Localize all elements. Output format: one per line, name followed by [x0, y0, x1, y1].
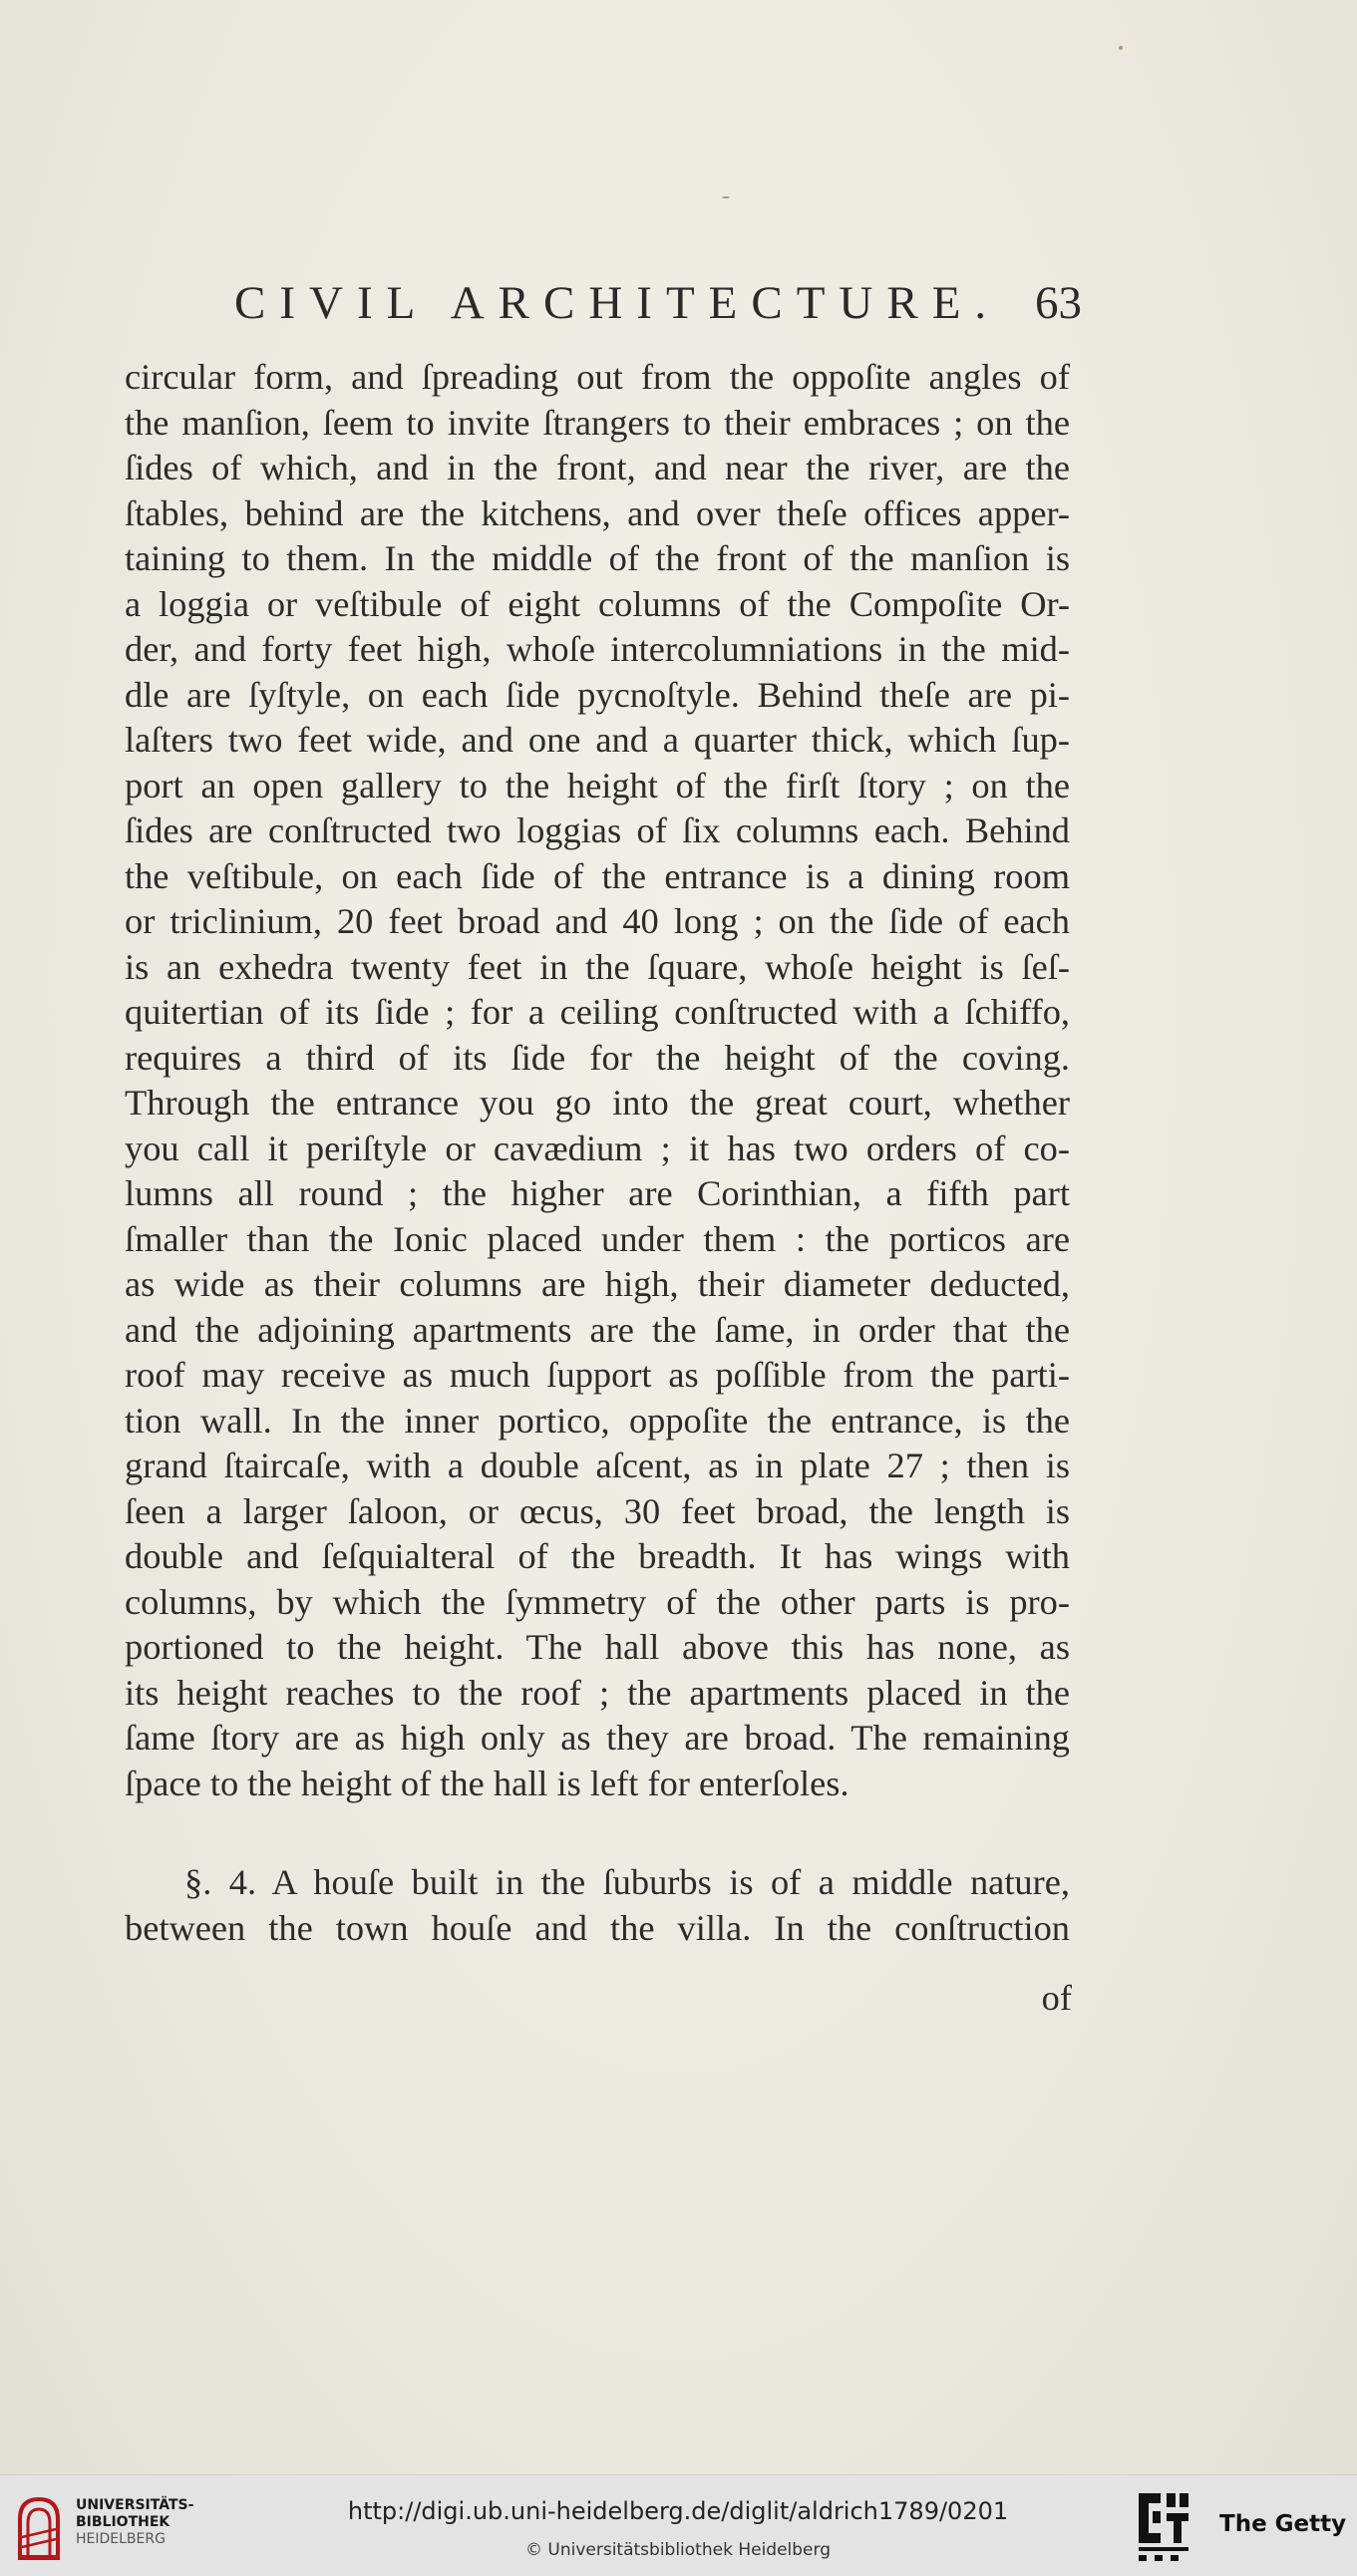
paper-speck: [722, 196, 730, 198]
text-line: taining to them. In the middle of the front of the manſion is: [125, 538, 1070, 578]
text-line: quitertian of its ſide ; for a ceiling conſtructed with a ſchiffo,: [125, 992, 1070, 1032]
text-line: a loggia or veſtibule of eight columns of the Compoſite Or-: [125, 583, 1070, 624]
copyright-notice: © Universitätsbibliothek Heidelberg: [524, 2540, 831, 2560]
text-line: lumns all round ; the higher are Corinthian, a fifth part: [125, 1173, 1070, 1213]
text-line: requires a third of its ſide for the height of the coving.: [125, 1037, 1070, 1078]
text-line: you call it periſtyle or cavædium ; it has two orders of co-: [125, 1127, 1070, 1168]
text-line: columns, by which the ſymmetry of the other parts is pro-: [125, 1581, 1070, 1622]
text-line: or triclinium, 20 feet broad and 40 long ; on the ſide of each: [125, 901, 1070, 941]
running-head: [234, 271, 1082, 335]
text-line: between the town houſe and the villa. In the conſtruction: [125, 1907, 1070, 1948]
text-line: circular form, and ſpreading out from the oppoſite angles of: [125, 357, 1070, 397]
permalink-url[interactable]: http://digi.ub.uni-heidelberg.de/diglit/aldrich1789/0201: [347, 2497, 1009, 2525]
viewer-footer: [0, 2474, 1357, 2576]
text-line: grand ſtaircaſe, with a double aſcent, as in plate 27 ; then is: [125, 1446, 1070, 1485]
getty-logo-icon: [1135, 2489, 1190, 2563]
text-line: dle are ſyſtyle, on each ſide pycnoſtyle. Behind theſe are pi-: [125, 674, 1070, 715]
text-line: is an exhedra twenty feet in the ſquare, whoſe height is ſeſ-: [125, 946, 1070, 987]
text-line: ſame ſtory are as high only as they are broad. The remaining: [125, 1718, 1070, 1758]
library-name-line3: HEIDELBERG: [76, 2531, 166, 2547]
text-line: the veſtibule, on each ſide of the entrance is a dining room: [125, 855, 1070, 896]
text-line: ſtables, behind are the kitchens, and over theſe offices apper-: [125, 492, 1070, 533]
text-line: ſeen a larger ſaloon, or œcus, 30 feet broad, the length is: [125, 1490, 1070, 1531]
body-text: [125, 355, 1070, 1951]
paragraph-gap: [125, 1806, 1070, 1860]
paper-speck: [1119, 46, 1123, 50]
text-line: port an open gallery to the height of the firſt ſtory ; on the: [125, 765, 1070, 805]
heidelberg-library-logo-icon: [16, 2489, 62, 2563]
text-line: portioned to the height. The hall above this has none, as: [125, 1627, 1070, 1667]
text-line: ſides are conſtructed two loggias of ſix columns each. Behind: [125, 810, 1070, 850]
text-line: §. 4. A houſe built in the ſuburbs is of a middle nature,: [184, 1862, 1070, 1902]
text-line: and the adjoining apartments are the ſame, in order that the: [125, 1309, 1070, 1350]
catchword: of: [1041, 1978, 1072, 2018]
text-line: as wide as their columns are high, their diameter deducted,: [125, 1264, 1070, 1304]
text-line: double and ſeſquialteral of the breadth. It has wings with: [125, 1536, 1070, 1576]
text-line: ſides of which, and in the front, and near the river, are the: [125, 448, 1070, 487]
text-line: Through the entrance you go into the great court, whether: [125, 1083, 1070, 1123]
library-name-line2: BIBLIOTHEK: [76, 2514, 170, 2530]
text-line: tion wall. In the inner portico, oppoſite the entrance, is the: [125, 1400, 1070, 1441]
library-name: [76, 2497, 193, 2548]
page-number: 63: [1035, 277, 1082, 329]
library-name-line1: UNIVERSITÄTS-: [76, 2497, 194, 2513]
text-line: der, and forty feet high, whoſe intercolumniations in the mid-: [125, 629, 1070, 669]
text-line: roof may receive as much ſupport as poſſible from the parti-: [125, 1355, 1070, 1395]
partner-name: The Getty: [1219, 2511, 1347, 2537]
text-line: ſmaller than the Ionic placed under them : the porticos are: [125, 1218, 1070, 1259]
running-title: CIVIL ARCHITECTURE.: [234, 277, 1001, 329]
text-line: laſters two feet wide, and one and a quarter thick, which ſup-: [125, 720, 1070, 760]
text-line: the manſion, ſeem to invite ſtrangers to their embraces ; on the: [125, 402, 1070, 443]
text-line: ſpace to the height of the hall is left for enterſoles.: [125, 1763, 849, 1803]
text-line: its height reaches to the roof ; the apartments placed in the: [125, 1672, 1070, 1713]
